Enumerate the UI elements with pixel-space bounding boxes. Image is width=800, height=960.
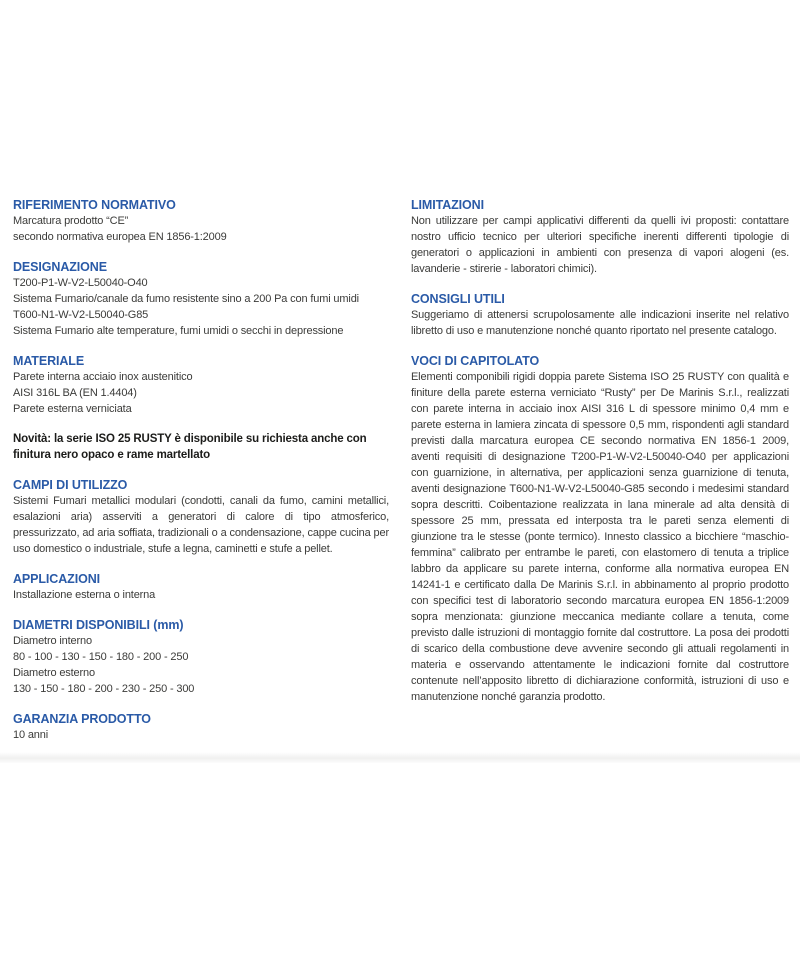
section-line: T600-N1-W-V2-L50040-G85 <box>13 309 149 321</box>
section-line: 130 - 150 - 180 - 200 - 230 - 250 - 300 <box>13 683 195 695</box>
section-diametri-disponibili <box>13 617 389 697</box>
section-heading: GARANZIA PRODOTTO <box>13 712 151 726</box>
section-paragraph: Sistemi Fumari metallici modulari (condotti, canali da fumo, camini metallici, esalazioni aria) asserviti a generatori di calore di tipo atmosferico, pressurizzato, ad aria soffiata, tradizionali o a condensazione, cappe cucina per uso domestico o industriale, stufe a legna, caminetti e stufe a pellet. <box>13 495 389 555</box>
content-columns <box>13 197 789 757</box>
section-line: Diametro esterno <box>13 667 95 679</box>
section-line: secondo normativa europea EN 1856-1:2009 <box>13 231 227 243</box>
section-paragraph: Suggeriamo di attenersi scrupolosamente alle indicazioni inserite nel relativo libretto di uso e manutenzione nonché quanto riportato nel presente catalogo. <box>411 309 789 337</box>
section-line: Parete esterna verniciata <box>13 403 132 415</box>
section-limitazioni <box>411 197 789 277</box>
section-heading: APPLICAZIONI <box>13 572 100 586</box>
section-line: Parete interna acciaio inox austenitico <box>13 371 193 383</box>
section-applicazioni <box>13 571 389 603</box>
section-heading: CAMPI DI UTILIZZO <box>13 478 128 492</box>
section-paragraph: Elementi componibili rigidi doppia parete Sistema ISO 25 RUSTY con qualità e finiture della parete esterna verniciato “Rusty” per De Marinis S.r.l., realizzati con parete interna in acciaio inox AISI 316 L di spessore minimo 0,4 mm e parete esterna in lamiera zincata di spessore 0,5 mm, rispondenti agli standard previsti dalla marcatura europea CE secondo normativa EN 1856-1 2009, aventi requisiti di designazione T200-P1-W-V2-L50040-O40 per applicazioni con guarnizione, in alternativa, per applicazioni senza guarnizione di tenuta, aventi designazione T600-N1-W-V2-L50040-G85 secondo i medesimi standard sopra descritti. Coibentazione realizzata in lana minerale ad alta densità di spessore 25 mm, pressata ed interposta tra le pareti senza elementi di giunzione tra le stesse (ponte termico). Innesto classico a bicchiere “maschio-femmina” calibrato per entrambe le pareti, con elastomero di tenuta a triplice labbro da applicare su parete interna, conforme alla normativa europea EN 14241-1 e certificato dalla De Marinis S.r.l. in abbinamento al proprio prodotto con specifici test di laboratorio secondo marcatura europea EN 1856-1:2009 sopra menzionata: giunzione meccanica mediante collare a tenuta, come previsto dalle istruzioni di montaggio fornite dal costruttore. La posa dei prodotti di scarico della combustione deve avvenire secondo gli attuali regolamenti in materia e osservando attentamente le indicazioni fornite dal costruttore contenute nell’apposito libretto di dichiarazione conformità, istruzioni di uso e manutenzione nonché garanzia prodotto. <box>411 371 789 703</box>
section-line: Sistema Fumario alte temperature, fumi umidi o secchi in depressione <box>13 325 344 337</box>
section-heading: DIAMETRI DISPONIBILI (mm) <box>13 618 184 632</box>
section-designazione <box>13 259 389 339</box>
section-heading: MATERIALE <box>13 354 85 368</box>
section-novita-note <box>13 431 389 463</box>
section-materiale <box>13 353 389 417</box>
section-line: 80 - 100 - 130 - 150 - 180 - 200 - 250 <box>13 651 189 663</box>
page-bottom-edge <box>0 752 800 763</box>
section-line: Marcatura prodotto “CE” <box>13 215 129 227</box>
section-campi-di-utilizzo <box>13 477 389 557</box>
section-line: T200-P1-W-V2-L50040-O40 <box>13 277 148 289</box>
section-paragraph: Non utilizzare per campi applicativi differenti da quelli ivi proposti: contattare nostro ufficio tecnico per ulteriori specifiche inerenti differenti tipologie di generatori o applicazioni in ambienti con presenza di vapori alogeni (es. lavanderie - stirerie - laboratori chimici). <box>411 215 789 275</box>
section-garanzia-prodotto <box>13 711 389 743</box>
section-heading: VOCI DI CAPITOLATO <box>411 354 540 368</box>
section-heading: CONSIGLI UTILI <box>411 292 505 306</box>
left-column <box>13 197 389 757</box>
section-heading: DESIGNAZIONE <box>13 260 107 274</box>
section-heading: RIFERIMENTO NORMATIVO <box>13 198 176 212</box>
section-voci-di-capitolato <box>411 353 789 705</box>
right-column <box>411 197 789 757</box>
section-line: 10 anni <box>13 729 49 741</box>
section-line: Sistema Fumario/canale da fumo resistente sino a 200 Pa con fumi umidi <box>13 293 359 305</box>
section-consigli-utili <box>411 291 789 339</box>
novita-note-text: Novità: la serie ISO 25 RUSTY è disponibile su richiesta anche con finitura nero opaco e rame martellato <box>13 433 367 461</box>
section-riferimento-normativo <box>13 197 389 245</box>
section-line: Installazione esterna o interna <box>13 589 156 601</box>
section-heading: LIMITAZIONI <box>411 198 484 212</box>
section-line: AISI 316L BA (EN 1.4404) <box>13 387 137 399</box>
section-line: Diametro interno <box>13 635 92 647</box>
